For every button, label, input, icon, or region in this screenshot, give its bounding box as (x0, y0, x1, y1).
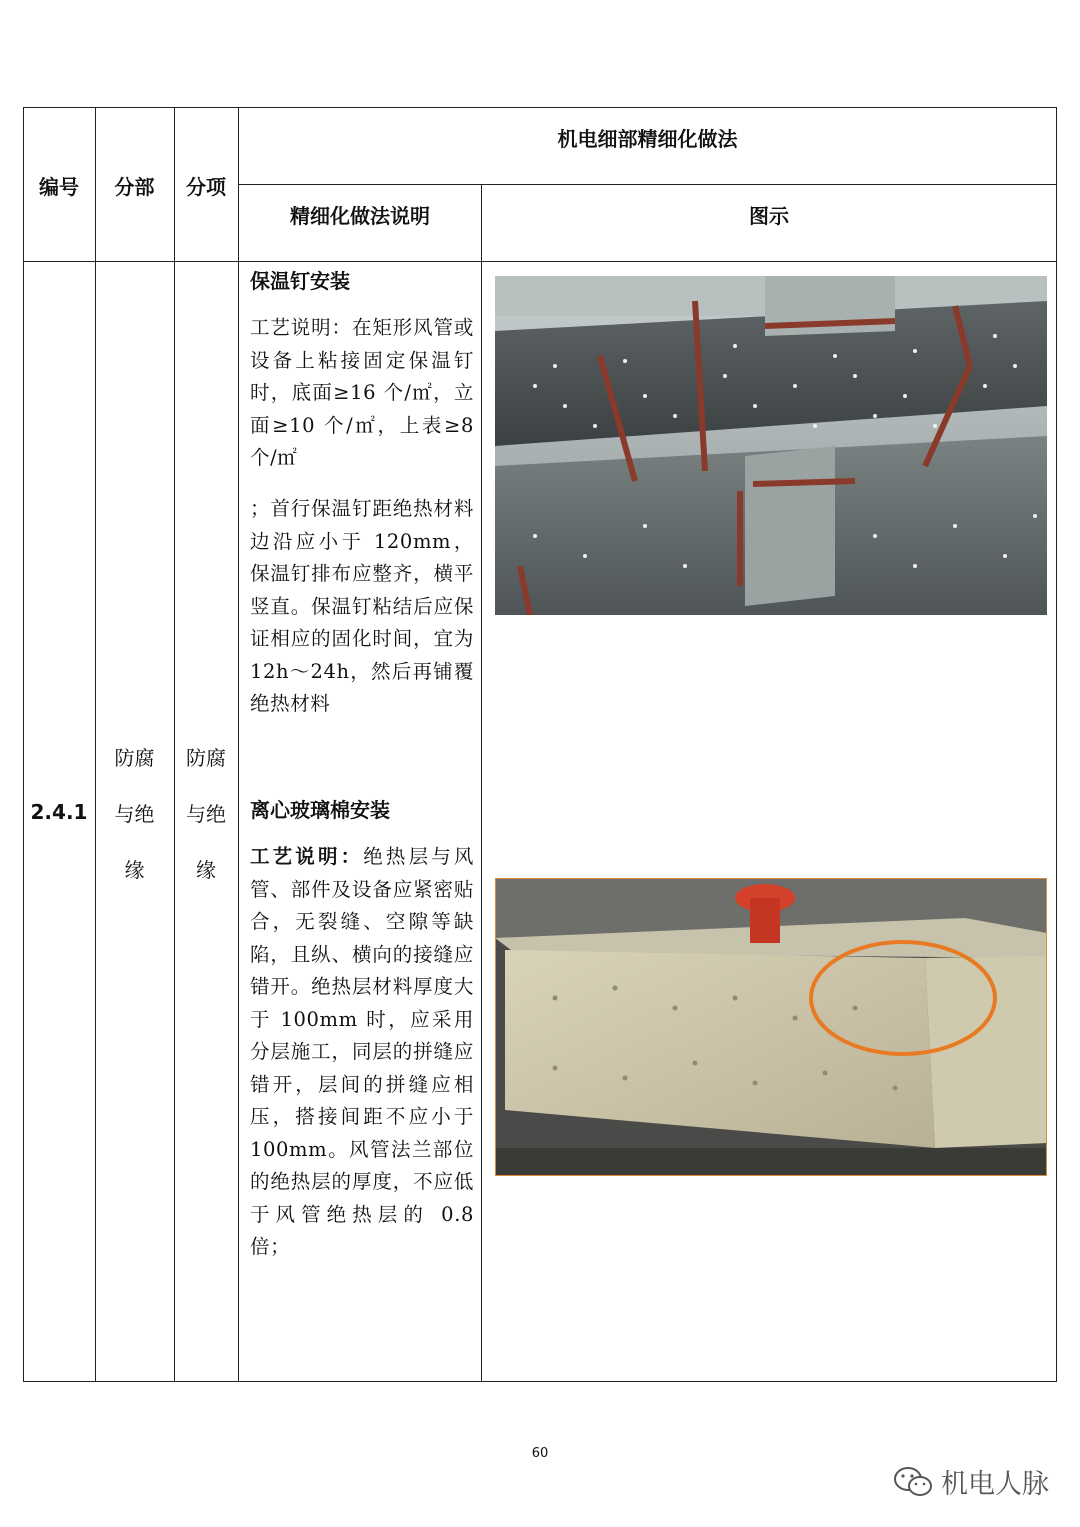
table-border-bottom (23, 1381, 1057, 1382)
division-line: 缘 (124, 858, 145, 882)
header-illustration: 图示 (749, 204, 789, 228)
col-divider-3 (238, 107, 239, 1382)
table-border-left (23, 107, 24, 1382)
page-number: 60 (531, 1446, 549, 1461)
header-item: 分项 (186, 175, 226, 199)
glass-wool-duct-photo (495, 878, 1047, 1176)
duct-insulation-nails-photo (495, 276, 1047, 615)
watermark (893, 1462, 1049, 1501)
header-number: 编号 (39, 175, 79, 199)
glass-wool-photo-illustration (495, 878, 1047, 1176)
glass-wool-description (250, 841, 474, 1264)
insulation-nails-description: 工艺说明：在矩形风管或设备上粘接固定保温钉时，底面≥16 个/㎡，立面≥10 个/㎡，上表≥8 个/㎡ (250, 316, 474, 469)
header-divider (239, 184, 1057, 185)
item-line: 防腐 (186, 746, 226, 770)
section-title-insulation-nails: 保温钉安装 (250, 269, 350, 293)
item-line: 缘 (196, 858, 216, 882)
header-bottom-border (23, 261, 1057, 262)
duct-photo-illustration (495, 276, 1047, 615)
wechat-icon (893, 1465, 933, 1499)
col-divider-4 (481, 184, 482, 1382)
item-line: 与绝 (186, 802, 226, 826)
section-title-glass-wool: 离心玻璃棉安装 (250, 798, 390, 822)
division-line: 防腐 (114, 746, 155, 770)
glass-wool-text: 绝热层与风管、部件及设备应紧密贴合，无裂缝、空隙等缺陷，且纵、横向的接缝应错开。绝热层材料厚度大于 100mm 时，应采用分层施工，同层的拼缝应错开，层间的拼缝应相压，搭接间距不应小于 100mm。风管法兰部位的绝热层的厚度，不应低于风管绝热层的 0.8 倍； (250, 845, 474, 1258)
division-line: 与绝 (114, 802, 155, 826)
header-division: 分部 (114, 175, 155, 199)
watermark-text: 机电人脉 (941, 1469, 1049, 1500)
header-main-title: 机电细部精细化做法 (557, 127, 738, 151)
insulation-nails-description-continued: ；首行保温钉距绝热材料边沿应小于 120mm，保温钉排布应整齐，横平竖直。保温钉粘结后应保证相应的固化时间，宜为 12h～24h，然后再铺覆绝热材料 (250, 497, 474, 715)
table-border-top (23, 107, 1057, 108)
table-border-right (1056, 107, 1057, 1382)
process-label: 工艺说明： (250, 845, 364, 868)
header-description: 精细化做法说明 (290, 204, 430, 228)
row-number: 2.4.1 (30, 800, 88, 824)
